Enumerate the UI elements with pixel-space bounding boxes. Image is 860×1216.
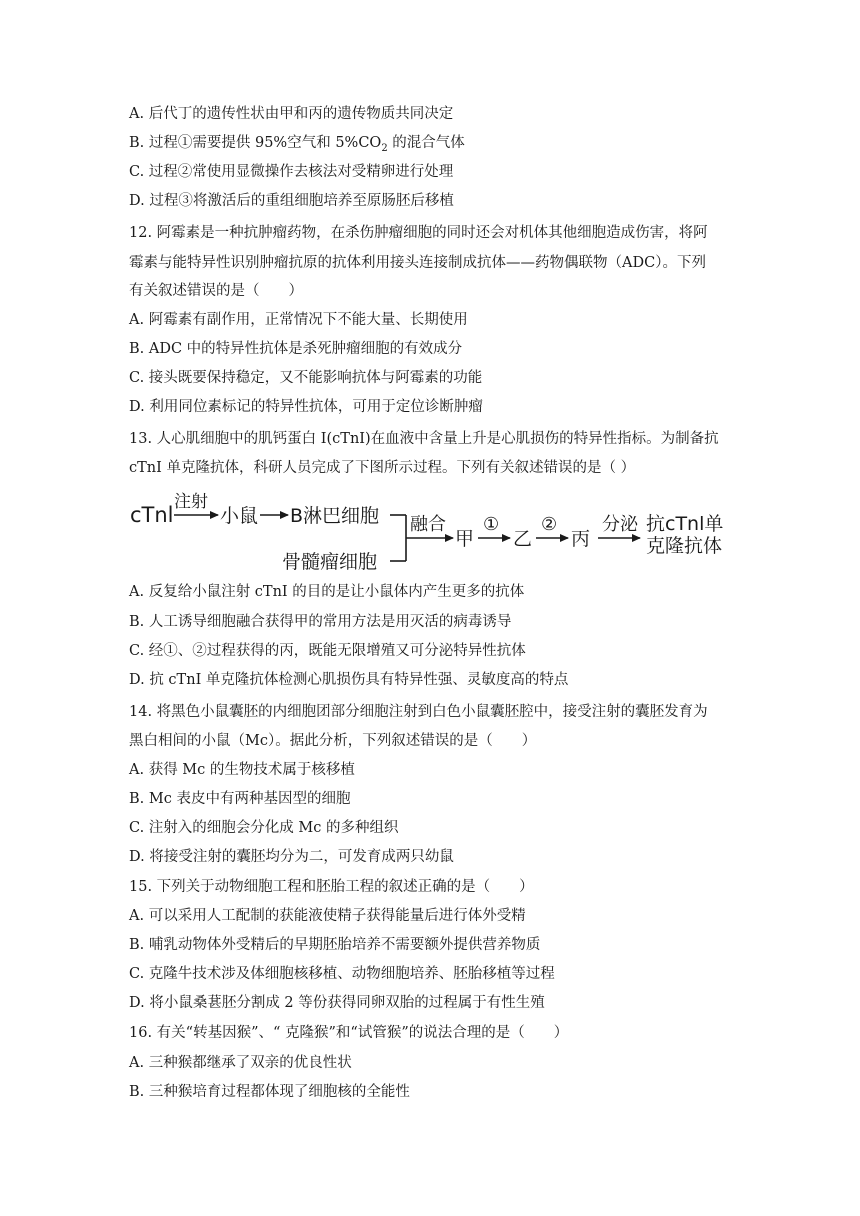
- q13-stem-line2: cTnI 单克隆抗体，科研人员完成了下图所示过程。下列有关叙述错误的是（ ）: [129, 460, 636, 476]
- q14-stem-line2: 黑白相间的小鼠（Mc）。据此分析，下列叙述错误的是（ ）: [129, 733, 537, 749]
- q11-option-b-tail: 的混合气体: [387, 135, 465, 151]
- q13-stem-line1: 13. 人心肌细胞中的肌钙蛋白 I(cTnI)在血液中含量上升是心肌损伤的特异性指标。为制备抗: [129, 431, 719, 447]
- q15-option-a: A. 可以采用人工配制的获能液使精子获得能量后进行体外受精: [129, 908, 526, 924]
- q12-stem-line1: 12. 阿霉素是一种抗肿瘤药物，在杀伤肿瘤细胞的同时还会对机体其他细胞造成伤害，将阿: [129, 225, 708, 241]
- ctnl-label: cTnl: [130, 503, 174, 527]
- q11-option-d: D. 过程③将激活后的重组细胞培养至原肠胚后移植: [129, 193, 454, 209]
- antibody-flow-diagram: [128, 488, 768, 584]
- q13-option-b: B. 人工诱导细胞融合获得甲的常用方法是用灭活的病毒诱导: [129, 614, 512, 630]
- antibody-label-line1: 抗cTnl单: [646, 513, 724, 535]
- q13-option-c: C. 经①、②过程获得的丙，既能无限增殖又可分泌特异性抗体: [129, 643, 526, 659]
- myeloma-label: 骨髓瘤细胞: [282, 551, 378, 573]
- q15-option-c: C. 克隆牛技术涉及体细胞核移植、动物细胞培养、胚胎移植等过程: [129, 966, 555, 982]
- q15-stem: 15. 下列关于动物细胞工程和胚胎工程的叙述正确的是（ ）: [129, 879, 534, 895]
- q12-option-a: A. 阿霉素有副作用，正常情况下不能大量、长期使用: [129, 312, 468, 328]
- q13-option-d: D. 抗 cTnI 单克隆抗体检测心肌损伤具有特异性强、灵敏度高的特点: [129, 672, 569, 688]
- bing-label: 丙: [571, 528, 591, 550]
- q13-option-a: A. 反复给小鼠注射 cTnI 的目的是让小鼠体内产生更多的抗体: [129, 584, 525, 600]
- q16-option-a: A. 三种猴都继承了双亲的优良性状: [129, 1055, 352, 1071]
- q11-option-b-subscript: 2: [381, 142, 388, 154]
- q12-option-d: D. 利用同位素标记的特异性抗体，可用于定位诊断肿瘤: [129, 399, 483, 415]
- yi-label: 乙: [513, 528, 533, 550]
- fusion-label: 融合: [410, 514, 446, 535]
- secrete-label: 分泌: [602, 514, 638, 535]
- q11-option-c: C. 过程②常使用显微操作去核法对受精卵进行处理: [129, 164, 454, 180]
- step2-label: ②: [541, 514, 558, 535]
- q15-option-b: B. 哺乳动物体外受精后的早期胚胎培养不需要额外提供营养物质: [129, 937, 541, 953]
- q16-stem: 16. 有关“转基因猴”、“ 克隆猴”和“试管猴”的说法合理的是（ ）: [129, 1025, 569, 1041]
- antibody-label-line2: 克隆抗体: [646, 535, 723, 557]
- q15-option-d: D. 将小鼠桑葚胚分割成 2 等份获得同卵双胎的过程属于有性生殖: [129, 995, 545, 1011]
- mouse-label: 小鼠: [220, 505, 259, 527]
- step1-label: ①: [483, 514, 500, 535]
- q12-option-c: C. 接头既要保持稳定，又不能影响抗体与阿霉素的功能: [129, 370, 483, 386]
- inject-label: 注射: [174, 492, 208, 512]
- q11-option-b: [129, 133, 465, 159]
- q14-option-b: B. Mc 表皮中有两种基因型的细胞: [129, 791, 351, 807]
- b-lymphocyte-label: B淋巴细胞: [290, 505, 380, 527]
- jia-label: 甲: [455, 528, 475, 550]
- q14-option-d: D. 将接受注射的囊胚均分为二，可发育成两只幼鼠: [129, 849, 454, 865]
- q14-stem-line1: 14. 将黑色小鼠囊胚的内细胞团部分细胞注射到白色小鼠囊胚腔中，接受注射的囊胚发育为: [129, 704, 708, 720]
- q11-option-b-text: B. 过程①需要提供 95%空气和 5%CO: [129, 135, 382, 151]
- q14-option-a: A. 获得 Mc 的生物技术属于核移植: [129, 762, 355, 778]
- q12-option-b: B. ADC 中的特异性抗体是杀死肿瘤细胞的有效成分: [129, 341, 463, 357]
- q14-option-c: C. 注射入的细胞会分化成 Mc 的多种组织: [129, 820, 399, 836]
- q11-option-a: A. 后代丁的遗传性状由甲和丙的遗传物质共同决定: [129, 106, 454, 122]
- q12-stem-line2: 霉素与能特异性识别肿瘤抗原的抗体利用接头连接制成抗体——药物偶联物（ADC）。下列: [129, 255, 706, 271]
- q12-stem-line3: 有关叙述错误的是（ ）: [129, 283, 303, 299]
- q16-option-b: B. 三种猴培育过程都体现了细胞核的全能性: [129, 1084, 410, 1100]
